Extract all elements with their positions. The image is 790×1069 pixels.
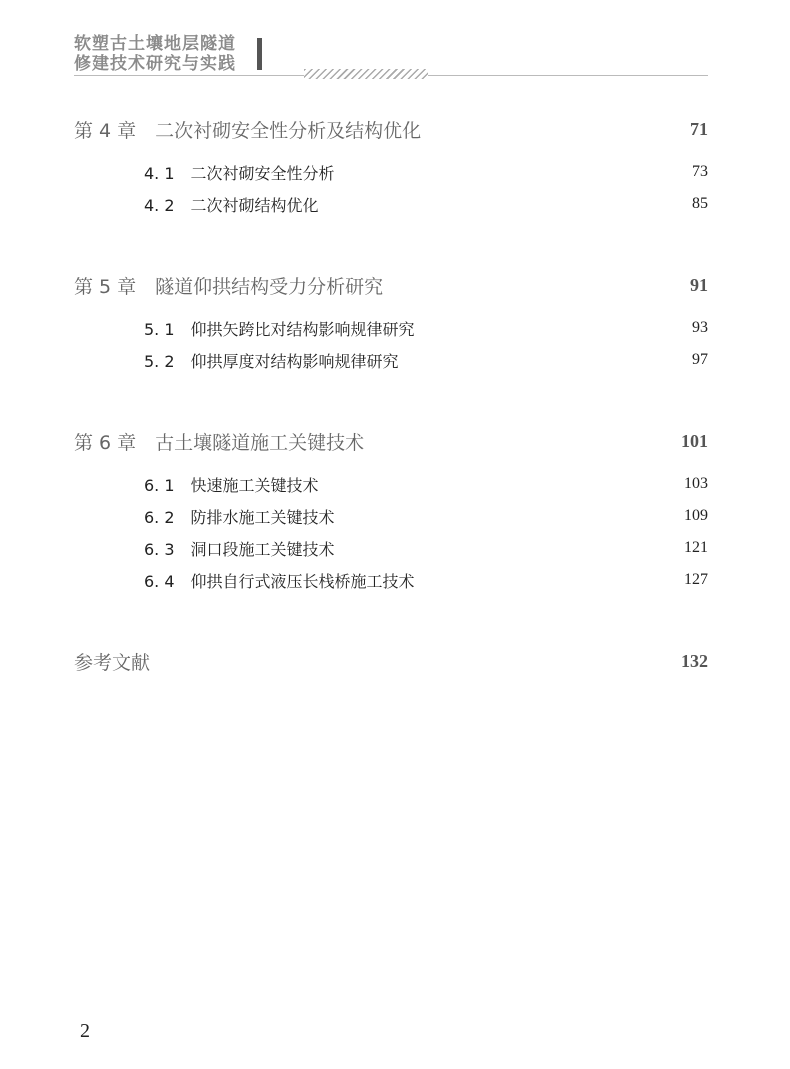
section-list xyxy=(74,312,708,376)
section-page-number: 73 xyxy=(692,163,708,180)
section-page-number: 103 xyxy=(684,475,708,492)
toc-section-entry[interactable] xyxy=(74,188,708,220)
book-title xyxy=(74,34,236,74)
section-title: 6. 2 防排水施工关键技术 xyxy=(144,507,335,527)
section-page-number: 109 xyxy=(684,507,708,524)
chapter-title: 第 6 章 古土壤隧道施工关键技术 xyxy=(74,431,365,454)
toc-chapter-entry[interactable] xyxy=(74,424,708,458)
toc-section-entry[interactable] xyxy=(74,564,708,596)
page-number: 2 xyxy=(80,1020,90,1042)
chapter-title: 第 4 章 二次衬砌安全性分析及结构优化 xyxy=(74,119,422,142)
table-of-contents xyxy=(74,112,708,678)
book-title-line-1: 软塑古土壤地层隧道 xyxy=(74,34,236,54)
toc-section-entry[interactable] xyxy=(74,156,708,188)
header-rule-left xyxy=(74,75,304,76)
header-accent-bar xyxy=(257,38,262,70)
toc-references-entry[interactable] xyxy=(74,644,708,678)
book-title-line-2: 修建技术研究与实践 xyxy=(74,54,236,74)
section-title: 6. 1 快速施工关键技术 xyxy=(144,475,319,495)
section-list xyxy=(74,156,708,220)
section-page-number: 127 xyxy=(684,571,708,588)
section-page-number: 93 xyxy=(692,319,708,336)
section-title: 5. 2 仰拱厚度对结构影响规律研究 xyxy=(144,351,399,371)
header-hatch-decoration xyxy=(304,69,428,79)
toc-chapter-entry[interactable] xyxy=(74,112,708,146)
section-title: 5. 1 仰拱矢跨比对结构影响规律研究 xyxy=(144,319,415,339)
section-title: 4. 2 二次衬砌结构优化 xyxy=(144,195,319,215)
references-title: 参考文献 xyxy=(74,651,151,674)
section-title: 4. 1 二次衬砌安全性分析 xyxy=(144,163,335,183)
toc-section-entry[interactable] xyxy=(74,312,708,344)
section-page-number: 85 xyxy=(692,195,708,212)
toc-section-entry[interactable] xyxy=(74,344,708,376)
chapter-title: 第 5 章 隧道仰拱结构受力分析研究 xyxy=(74,275,384,298)
section-page-number: 121 xyxy=(684,539,708,556)
section-title: 6. 4 仰拱自行式液压长栈桥施工技术 xyxy=(144,571,415,591)
toc-chapter-entry[interactable] xyxy=(74,268,708,302)
section-list xyxy=(74,468,708,596)
section-page-number: 97 xyxy=(692,351,708,368)
toc-section-entry[interactable] xyxy=(74,532,708,564)
section-title: 6. 3 洞口段施工关键技术 xyxy=(144,539,335,559)
chapter-page-number: 91 xyxy=(690,274,708,295)
chapter-group-4 xyxy=(74,112,708,220)
toc-section-entry[interactable] xyxy=(74,500,708,532)
header-rule-right xyxy=(428,75,708,76)
chapter-page-number: 71 xyxy=(690,118,708,139)
toc-section-entry[interactable] xyxy=(74,468,708,500)
chapter-group-6 xyxy=(74,424,708,596)
chapter-page-number: 101 xyxy=(681,430,708,451)
chapter-group-5 xyxy=(74,268,708,376)
references-page-number: 132 xyxy=(681,650,708,671)
running-header xyxy=(74,34,714,84)
